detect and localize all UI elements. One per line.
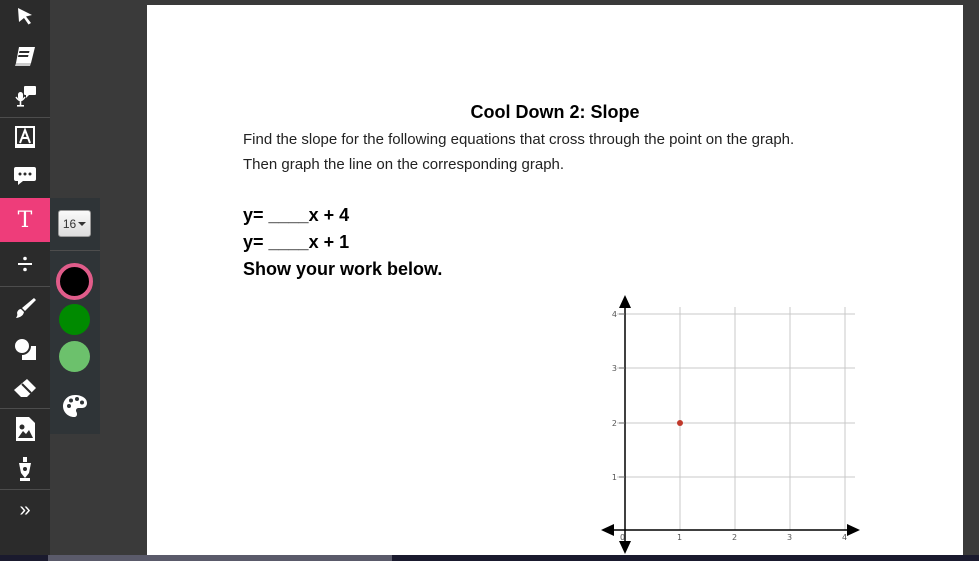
more-tools-button[interactable] bbox=[0, 491, 50, 529]
letter-a-box-icon bbox=[14, 125, 36, 149]
x-axis-arrow-right bbox=[847, 524, 860, 536]
paintbrush-icon bbox=[13, 296, 37, 320]
x-tick-label: 1 bbox=[677, 533, 683, 542]
y-axis-arrow-up bbox=[619, 295, 631, 308]
text-t-icon: T bbox=[17, 207, 33, 233]
fountain-pen-icon bbox=[17, 456, 33, 482]
eraser-icon bbox=[13, 378, 37, 398]
equation-2: y= ____x + 1 bbox=[243, 232, 350, 252]
y-tick-label: 3 bbox=[611, 364, 617, 373]
document-title: Cool Down 2: Slope bbox=[470, 102, 640, 122]
text-tool-button[interactable] bbox=[0, 198, 50, 242]
graph-point bbox=[677, 420, 683, 426]
draw-tool-button[interactable] bbox=[0, 289, 50, 327]
shapes-tool-button[interactable] bbox=[0, 330, 50, 368]
x-axis-arrow-left bbox=[601, 524, 614, 536]
double-chevron-right-icon: » bbox=[19, 498, 31, 521]
equation-1: y= ____x + 4 bbox=[243, 205, 350, 225]
palette-icon[interactable] bbox=[62, 394, 88, 418]
text-highlight-tool-button[interactable] bbox=[0, 119, 50, 155]
x-tick-label: 2 bbox=[732, 533, 738, 542]
document-page[interactable] bbox=[147, 5, 963, 555]
pen-tool-button[interactable] bbox=[0, 451, 50, 487]
book-tool-button[interactable] bbox=[0, 38, 50, 74]
color-swatch-black[interactable] bbox=[56, 263, 93, 300]
left-toolbar bbox=[0, 0, 50, 561]
y-tick-label: 4 bbox=[611, 310, 617, 319]
image-file-icon bbox=[14, 416, 36, 442]
shapes-icon bbox=[13, 337, 37, 361]
text-options-flyout bbox=[50, 198, 100, 434]
x-tick-label: 3 bbox=[787, 533, 793, 542]
speech-bubble-icon bbox=[13, 165, 37, 187]
y-tick-label: 2 bbox=[611, 419, 617, 428]
x-tick-label: 0 bbox=[620, 533, 626, 542]
graph-axes bbox=[609, 302, 851, 547]
y-tick-label: 1 bbox=[611, 473, 617, 482]
eraser-tool-button[interactable] bbox=[0, 370, 50, 406]
chevron-down-icon bbox=[78, 222, 86, 226]
voice-comment-tool-button[interactable] bbox=[0, 78, 50, 114]
divide-icon bbox=[16, 255, 34, 273]
x-tick-label: 4 bbox=[842, 533, 848, 542]
instructions-line-2: Then graph the line on the corresponding graph. bbox=[243, 156, 565, 173]
color-swatch-green[interactable] bbox=[59, 304, 90, 335]
cursor-arrow-icon bbox=[15, 6, 35, 26]
y-axis-arrow-down bbox=[619, 541, 631, 554]
select-tool-button[interactable] bbox=[0, 0, 50, 32]
horizontal-scrollbar[interactable] bbox=[0, 555, 979, 561]
microphone-comment-icon bbox=[13, 84, 37, 108]
scrollbar-thumb[interactable] bbox=[48, 555, 392, 561]
math-tool-button[interactable] bbox=[0, 246, 50, 282]
color-swatch-light-green[interactable] bbox=[59, 341, 90, 372]
book-icon bbox=[13, 45, 37, 67]
image-tool-button[interactable] bbox=[0, 410, 50, 448]
y-tick-marks bbox=[619, 314, 625, 477]
coordinate-graph bbox=[597, 290, 867, 555]
font-size-value: 16 bbox=[62, 216, 77, 231]
instructions-line-1: Find the slope for the following equations that cross through the point on the graph. bbox=[243, 131, 795, 148]
graph-grid bbox=[617, 307, 855, 530]
font-size-select[interactable] bbox=[58, 210, 91, 237]
comment-tool-button[interactable] bbox=[0, 158, 50, 194]
show-work-label: Show your work below. bbox=[243, 259, 443, 279]
